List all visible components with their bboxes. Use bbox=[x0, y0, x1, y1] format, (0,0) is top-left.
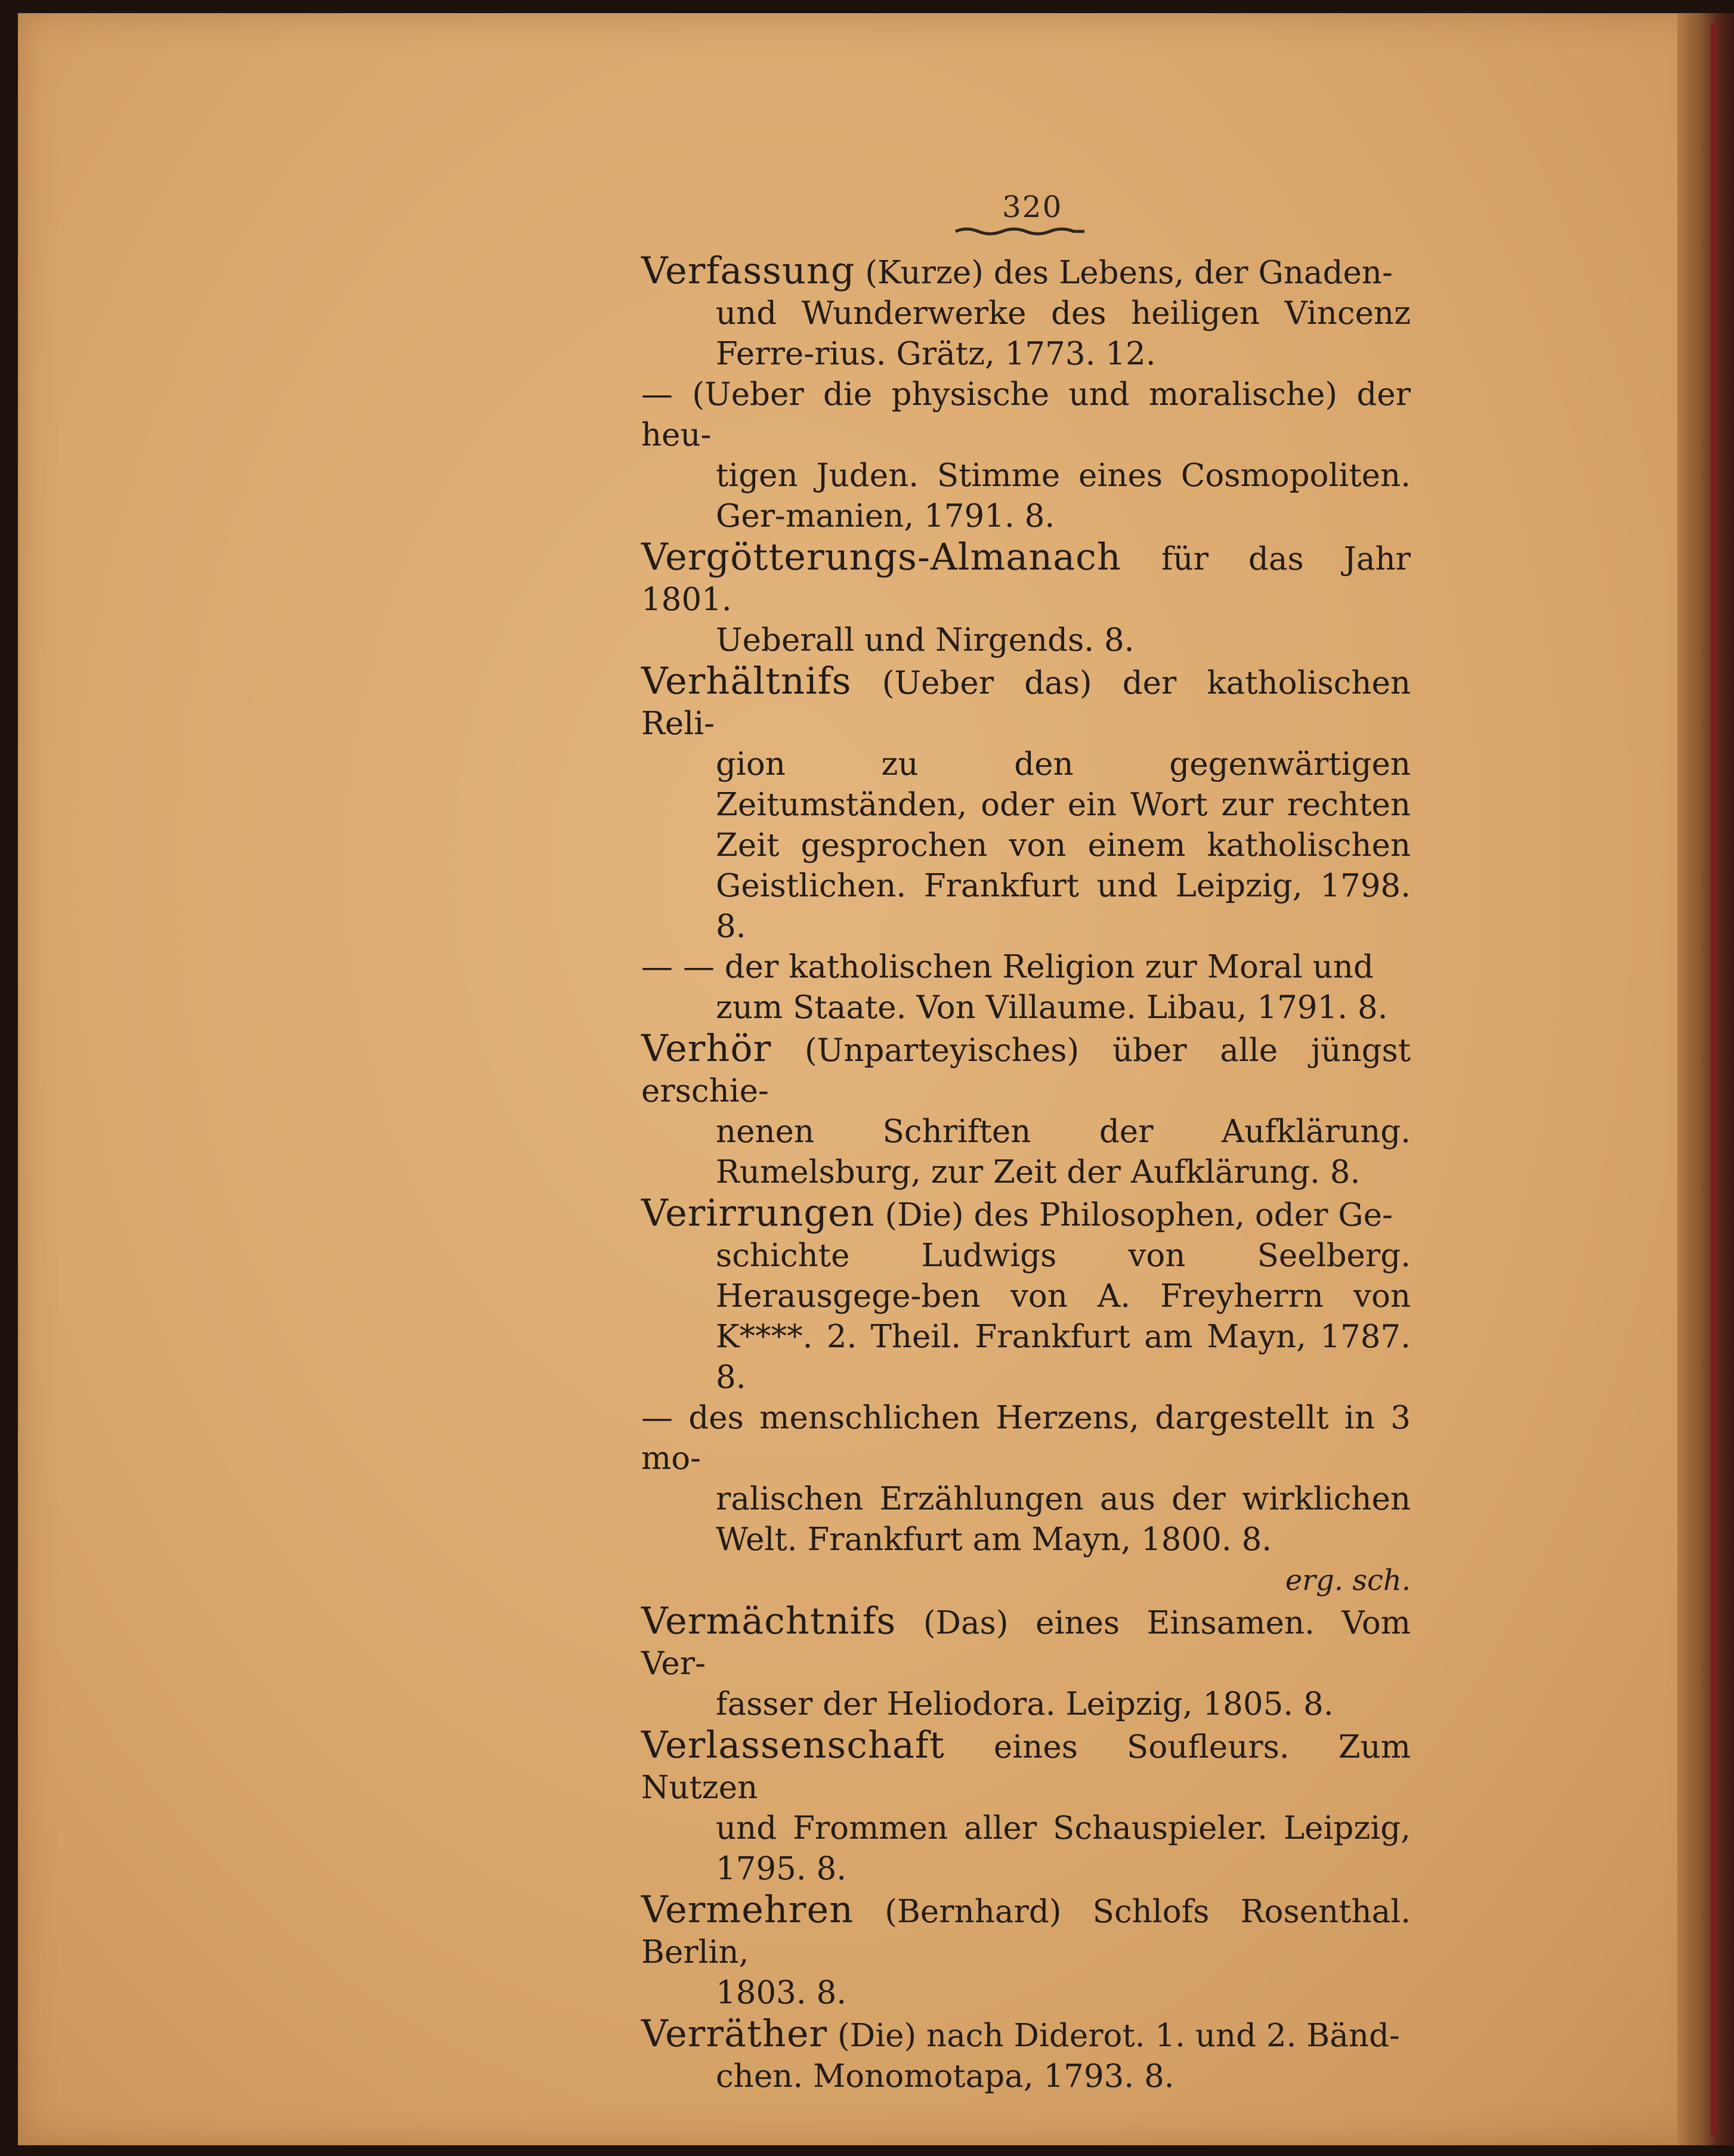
entry-verlassenschaft: Verlassenschaft eines Soufleurs. Zum Nutzen und Frommen aller Schauspieler. Leipzig, 1795. 8. bbox=[641, 1723, 1411, 1887]
entry-verfassung-sub: — (Ueber die physische und moralische) der heu- tigen Juden. Stimme eines Cosmopoliten. Ger-manien, 1791. 8. bbox=[641, 376, 1411, 534]
entry-vergoetterungs-almanach: Vergötterungs-Almanach für das Jahr 1801. Ueberall und Nirgends. 8. bbox=[641, 535, 1411, 658]
entry-verraether: Verräther (Die) nach Diderot. 1. und 2. Bänd- chen. Monomotapa, 1793. 8. bbox=[641, 2012, 1400, 2095]
catalog-entries bbox=[641, 250, 1411, 2097]
entry-verhaeltnis-sub: — — der katholischen Religion zur Moral und zum Staate. Von Villaume. Libau, 1791. 8. bbox=[641, 949, 1388, 1026]
entry-verirrungen-sub: — des menschlichen Herzens, dargestellt in 3 mo- ralischen Erzählungen aus der wirklichen Welt. Frankfurt am Mayn, 1800. 8. bbox=[641, 1400, 1411, 1558]
entry-verfassung: Verfassung (Kurze) des Lebens, der Gnaden- und Wunderwerke des heiligen Vincenz Ferre-rius. Grätz, 1773. 12. bbox=[641, 249, 1411, 372]
entry-vermaechtnis: Vermächtnifs (Das) eines Einsamen. Vom Ver- fasser der Heliodora. Leipzig, 1805. 8. bbox=[641, 1599, 1411, 1722]
signature: erg. sch. bbox=[1285, 1564, 1411, 1597]
book-spine-edge bbox=[1677, 13, 1734, 2145]
signature-line bbox=[641, 1560, 1411, 1601]
entry-vermehren: Vermehren (Bernhard) Schlofs Rosenthal. Berlin, 1803. 8. bbox=[641, 1888, 1411, 2011]
entry-verhaeltnis: Verhältnifs (Ueber das) der katholischen Reli- gion zu den gegenwärtigen Zeitumständen, oder ein Wort zur rechten Zeit gesprochen von einem katholischen Geistlichen. Frankfurt und Leipzig, 1798. 8. bbox=[641, 659, 1411, 945]
entry-verirrungen: Verirrungen (Die) des Philosophen, oder Ge- schichte Ludwigs von Seelberg. Herausgege-ben von A. Freyherrn von K****. 2. Theil. Frankfurt am Mayn, 1787. 8. bbox=[641, 1191, 1411, 1396]
binding-edge bbox=[1711, 24, 1717, 2135]
page-number: 320 bbox=[1002, 190, 1063, 224]
ornamental-rule bbox=[954, 227, 1086, 236]
entry-verhoer: Verhör (Unparteyisches) über alle jüngst erschie- nenen Schriften der Aufklärung. Rumelsburg, zur Zeit der Aufklärung. 8. bbox=[641, 1026, 1411, 1190]
